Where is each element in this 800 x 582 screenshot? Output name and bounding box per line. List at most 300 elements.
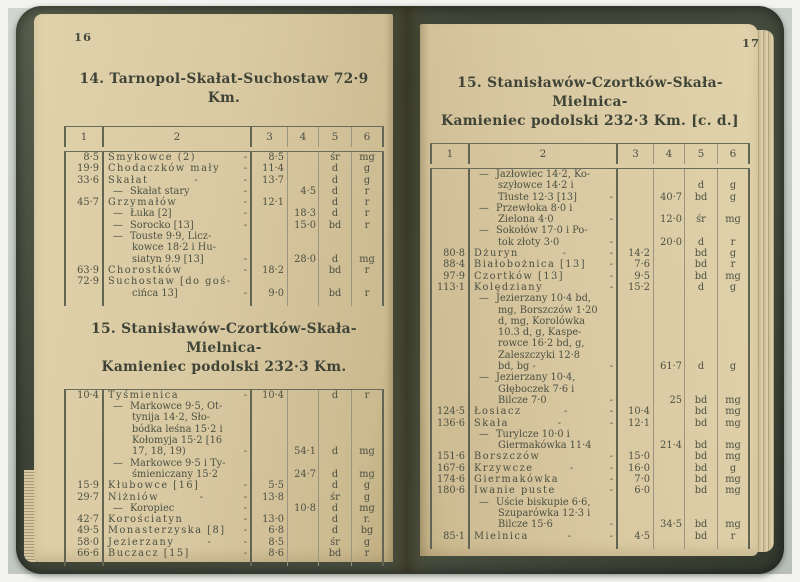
distance-cell: 18·2 [252,265,288,276]
distance-cell: 9·0 [252,288,288,299]
station-text: Bilcze 15·6 [498,519,553,531]
surface-cell: r [352,548,384,559]
end-dash: - [609,281,613,293]
road-class-cell [685,350,718,361]
end-dash: - [243,197,247,209]
table-row [430,429,750,440]
branch-distance-cell [654,259,685,270]
table-row [430,169,750,180]
road-class-cell: d [319,503,352,514]
km-cell: 80·8 [430,248,470,259]
table-row [64,548,384,559]
road-class-cell [685,225,718,236]
rule-tail [718,542,750,549]
surface-cell: g [352,163,384,174]
page-number-right: 17 [742,36,761,50]
end-dash: - [609,462,613,474]
station-text: mg, Borszczów 1·20 [498,304,598,316]
road-class-cell [319,458,352,469]
branch-distance-cell [288,265,319,276]
station-text: Borszczów [474,451,541,463]
table-row [430,384,750,395]
table-row [64,231,384,242]
branch-dash: — [113,208,123,220]
table-row [430,338,750,349]
road-class-cell [685,316,718,327]
distance-cell [252,469,288,480]
branch-distance-cell [654,350,685,361]
km-cell: 136·6 [430,418,470,429]
surface-cell: mg [718,406,750,417]
surface-cell [718,497,750,508]
end-dash: - [609,394,613,406]
km-cell [64,435,104,446]
station-cell [470,372,618,383]
filler-dash: - [557,417,561,429]
road-class-cell [685,293,718,304]
distance-cell [618,169,654,180]
road-class-cell: bd [685,531,718,542]
table-row [64,525,384,536]
end-dash: - [243,502,247,514]
surface-cell [352,458,384,469]
station-text: Łuka [2] [130,208,172,220]
km-cell: 58·0 [64,537,104,548]
table-row [430,474,750,485]
surface-cell [352,276,384,287]
column-header: 3 [252,127,288,147]
column-header: 1 [430,144,470,164]
branch-distance-cell [654,372,685,383]
surface-cell [718,225,750,236]
road-class-cell: bd [319,288,352,299]
km-cell: 72·9 [64,276,104,287]
km-cell: 66·6 [64,548,104,559]
road-class-cell: bd [685,451,718,462]
station-cell [104,424,252,435]
station-text: Koropiec [130,502,175,514]
table-row [64,163,384,174]
table-row [64,412,384,423]
station-cell [470,316,618,327]
station-text: bd, bg - [498,361,536,373]
branch-distance-cell [654,305,685,316]
road-class-cell: bd [685,192,718,203]
branch-distance-cell: 34·5 [654,519,685,530]
branch-distance-cell [654,451,685,462]
station-text: 10.3 d, g, Kaspe- [498,327,582,339]
rule-tail [618,542,654,549]
filler-dash: - [567,530,571,542]
road-class-cell: bd [319,220,352,231]
left-page [34,14,393,562]
rule-tail [352,299,384,306]
km-cell [64,503,104,514]
rule-tail [470,542,618,549]
surface-cell: r [718,531,750,542]
end-dash: - [243,480,247,492]
station-text: Jezierzany [108,536,175,548]
km-cell [64,186,104,197]
km-cell: 85·1 [430,531,470,542]
table-row [64,503,384,514]
station-text: Bilcze 7·0 [498,394,547,406]
km-cell: 33·6 [64,175,104,186]
table-row [430,203,750,214]
road-class-cell [685,429,718,440]
surface-cell: mg [352,469,384,480]
branch-distance-cell [654,508,685,519]
km-cell [64,401,104,412]
section-title [64,320,384,377]
km-cell [64,458,104,469]
km-cell: 49·5 [64,525,104,536]
section-route-15-continued [430,74,750,549]
rule-tails [64,559,384,566]
branch-dash: — [479,496,489,508]
surface-cell: mg [352,503,384,514]
end-dash: - [243,163,247,175]
km-cell: 97·9 [430,271,470,282]
station-text: rowce 16·2 bd, g, [498,338,585,350]
section-route-14 [64,70,384,306]
road-class-cell: d [319,186,352,197]
station-text: Tyśmienica [108,389,180,401]
branch-distance-cell [288,537,319,548]
surface-cell: mg [718,451,750,462]
branch-distance-cell [654,248,685,259]
km-cell [64,424,104,435]
branch-distance-cell [288,197,319,208]
station-text: Zaleszczyki 12·8 [498,349,580,361]
distance-cell: 5·5 [252,480,288,491]
page-number-left: 16 [74,30,93,44]
rule-tail [430,542,470,549]
km-cell [64,446,104,457]
road-class-cell [685,497,718,508]
table-row [430,361,750,372]
surface-cell [352,231,384,242]
table-row [64,186,384,197]
table-row [430,418,750,429]
column-header: 2 [104,127,252,147]
road-class-cell: d [319,525,352,536]
table-row [430,271,750,282]
station-text: Przewłoka 8·0 i [496,202,573,214]
table-row [64,492,384,503]
rule-tail [64,559,104,566]
road-class-cell: d [319,197,352,208]
end-dash: - [609,214,613,226]
end-dash: - [243,219,247,231]
km-cell [64,469,104,480]
distance-cell: 7·0 [618,474,654,485]
branch-distance-cell [654,474,685,485]
station-cell [470,169,618,180]
road-class-cell: bd [685,406,718,417]
station-text: Chodaczków mały [108,163,221,175]
branch-distance-cell: 10·8 [288,503,319,514]
page-edges-right [756,30,774,552]
surface-cell [352,424,384,435]
section-title-line: Kamieniec podolski 232·3 Km. [c. d.] [441,113,739,129]
distance-cell [618,395,654,406]
distance-cell [618,508,654,519]
surface-cell [718,293,750,304]
surface-cell: mg [718,485,750,496]
end-dash: - [609,236,613,248]
surface-cell: mg [718,440,750,451]
km-cell [430,203,470,214]
branch-distance-cell [288,480,319,491]
distance-cell [618,384,654,395]
km-cell [430,429,470,440]
road-class-cell: bd [685,519,718,530]
end-dash: - [243,514,247,526]
distance-cell [252,412,288,423]
station-text: Skałat [108,174,149,186]
rule-tail [685,542,718,549]
distance-cell: 11·4 [252,163,288,174]
branch-distance-cell [654,203,685,214]
column-header: 4 [654,144,685,164]
timetable [430,139,750,549]
road-class-cell: d [319,208,352,219]
surface-cell: r [718,237,750,248]
station-cell [104,254,252,265]
surface-cell [718,384,750,395]
station-cell [470,384,618,395]
surface-cell [718,372,750,383]
km-cell: 63·9 [64,265,104,276]
km-cell: 174·6 [430,474,470,485]
road-class-cell [319,424,352,435]
station-cell [470,497,618,508]
branch-dash: — [479,293,489,305]
distance-cell [618,214,654,225]
end-dash: - [243,185,247,197]
table-row [430,406,750,417]
road-class-cell: bd [685,474,718,485]
station-cell [470,293,618,304]
branch-distance-cell [288,424,319,435]
surface-cell: r [352,220,384,231]
km-cell [430,350,470,361]
branch-distance-cell [288,242,319,253]
distance-cell [618,305,654,316]
column-header: 1 [64,127,104,147]
road-class-cell [685,338,718,349]
rule-tail [104,559,252,566]
distance-cell: 13·7 [252,175,288,186]
road-class-cell: bd [685,395,718,406]
branch-distance-cell: 12·0 [654,214,685,225]
right-page-content [430,24,750,549]
branch-distance-cell [654,293,685,304]
filler-dash: - [569,462,574,474]
end-dash: - [243,536,247,548]
branch-distance-cell [288,458,319,469]
km-cell [430,440,470,451]
end-dash: - [609,474,613,486]
distance-cell [252,401,288,412]
branch-distance-cell: 4·5 [288,186,319,197]
km-cell [430,338,470,349]
station-text: Suchostaw [do goś- [108,276,232,288]
distance-cell [618,316,654,327]
distance-cell: 12·1 [252,197,288,208]
surface-cell: g [352,175,384,186]
table-row [430,531,750,542]
station-text: Sokołów 17·0 i Po- [496,225,588,237]
station-text: Markowce 9·5 i Ty- [130,457,226,469]
distance-cell [618,203,654,214]
road-class-cell: bd [685,440,718,451]
km-cell [430,293,470,304]
end-dash: - [609,248,613,260]
station-text: Kołomyja 15·2 [16 [132,435,223,447]
km-cell [430,316,470,327]
column-header: 4 [288,127,319,147]
table-row [430,237,750,248]
distance-cell: 9·5 [618,271,654,282]
road-class-cell [319,412,352,423]
station-text: Tłuste 12·3 [13] [498,191,577,203]
distance-cell [618,429,654,440]
road-class-cell: d [319,175,352,186]
station-cell [104,197,252,208]
surface-cell: g [352,492,384,503]
station-cell [470,259,618,270]
station-cell [104,480,252,491]
table-row [430,214,750,225]
distance-cell [618,497,654,508]
table-row [430,395,750,406]
branch-distance-cell: 21·4 [654,440,685,451]
branch-distance-cell [654,169,685,180]
surface-cell [718,316,750,327]
station-cell [470,508,618,519]
branch-distance-cell [288,175,319,186]
distance-cell [618,225,654,236]
road-class-cell [685,508,718,519]
road-class-cell: d [319,514,352,525]
table-row [64,401,384,412]
road-class-cell: śr [319,537,352,548]
surface-cell [718,169,750,180]
station-cell [470,463,618,474]
branch-dash: — [113,219,123,231]
end-dash: - [243,287,247,299]
rule-tails [430,542,750,549]
branch-distance-cell [288,412,319,423]
station-text: śmieniczany 15·2 [132,468,218,480]
station-text: tok złoty 3·0 [498,236,560,248]
table-row [430,451,750,462]
road-class-cell: bd [685,271,718,282]
distance-cell: 15·2 [618,282,654,293]
distance-cell [618,293,654,304]
station-cell [104,469,252,480]
end-dash: - [609,417,613,429]
station-cell [104,220,252,231]
surface-cell: r [352,288,384,299]
distance-cell: 16·0 [618,463,654,474]
rule-tail [64,299,104,306]
surface-cell: mg [718,519,750,530]
station-cell [104,537,252,548]
surface-cell [352,242,384,253]
branch-distance-cell [654,327,685,338]
end-dash: - [609,270,613,282]
table-row [64,424,384,435]
section-title-line: 15. Stanisławów-Czortków-Skała-Mielnica- [91,320,357,356]
surface-cell: mg [718,418,750,429]
km-cell: 88·4 [430,259,470,270]
distance-cell [618,372,654,383]
distance-cell: 6·0 [618,485,654,496]
branch-dash: — [113,231,123,243]
km-cell [64,254,104,265]
distance-cell [618,440,654,451]
surface-cell [352,401,384,412]
rule-tail [654,542,685,549]
table-row [64,435,384,446]
station-text: Uście biskupie 6·6, [496,496,591,508]
station-cell [470,519,618,530]
station-cell [104,525,252,536]
branch-distance-cell [654,384,685,395]
station-text: Jezierzany 10·4 bd, [496,293,592,305]
table-row [430,463,750,474]
km-cell [430,237,470,248]
km-cell: 8·5 [64,152,104,163]
branch-distance-cell [288,435,319,446]
distance-cell [252,435,288,446]
surface-cell: r [352,208,384,219]
end-dash: - [609,485,613,497]
distance-cell [618,192,654,203]
road-class-cell: śr [685,214,718,225]
station-cell [104,231,252,242]
end-dash: - [243,264,247,276]
column-header: 6 [352,127,384,147]
station-cell [470,395,618,406]
station-text: Jezierzany 10·4, [496,372,576,384]
station-cell [104,152,252,163]
branch-distance-cell: 20·0 [654,237,685,248]
branch-distance-cell: 25 [654,395,685,406]
surface-cell: g [718,192,750,203]
table-row [430,259,750,270]
timetable [64,385,384,566]
station-cell [104,186,252,197]
station-cell [470,203,618,214]
table-row [64,446,384,457]
station-text: Turylcze 10·0 i [496,428,570,440]
surface-cell: g [352,480,384,491]
branch-dash: — [113,502,123,514]
surface-cell [718,350,750,361]
branch-distance-cell [288,492,319,503]
end-dash: - [243,389,247,401]
column-header: 5 [685,144,718,164]
km-cell [64,412,104,423]
table-row [64,197,384,208]
station-cell [104,288,252,299]
table-row [430,316,750,327]
branch-distance-cell [654,180,685,191]
